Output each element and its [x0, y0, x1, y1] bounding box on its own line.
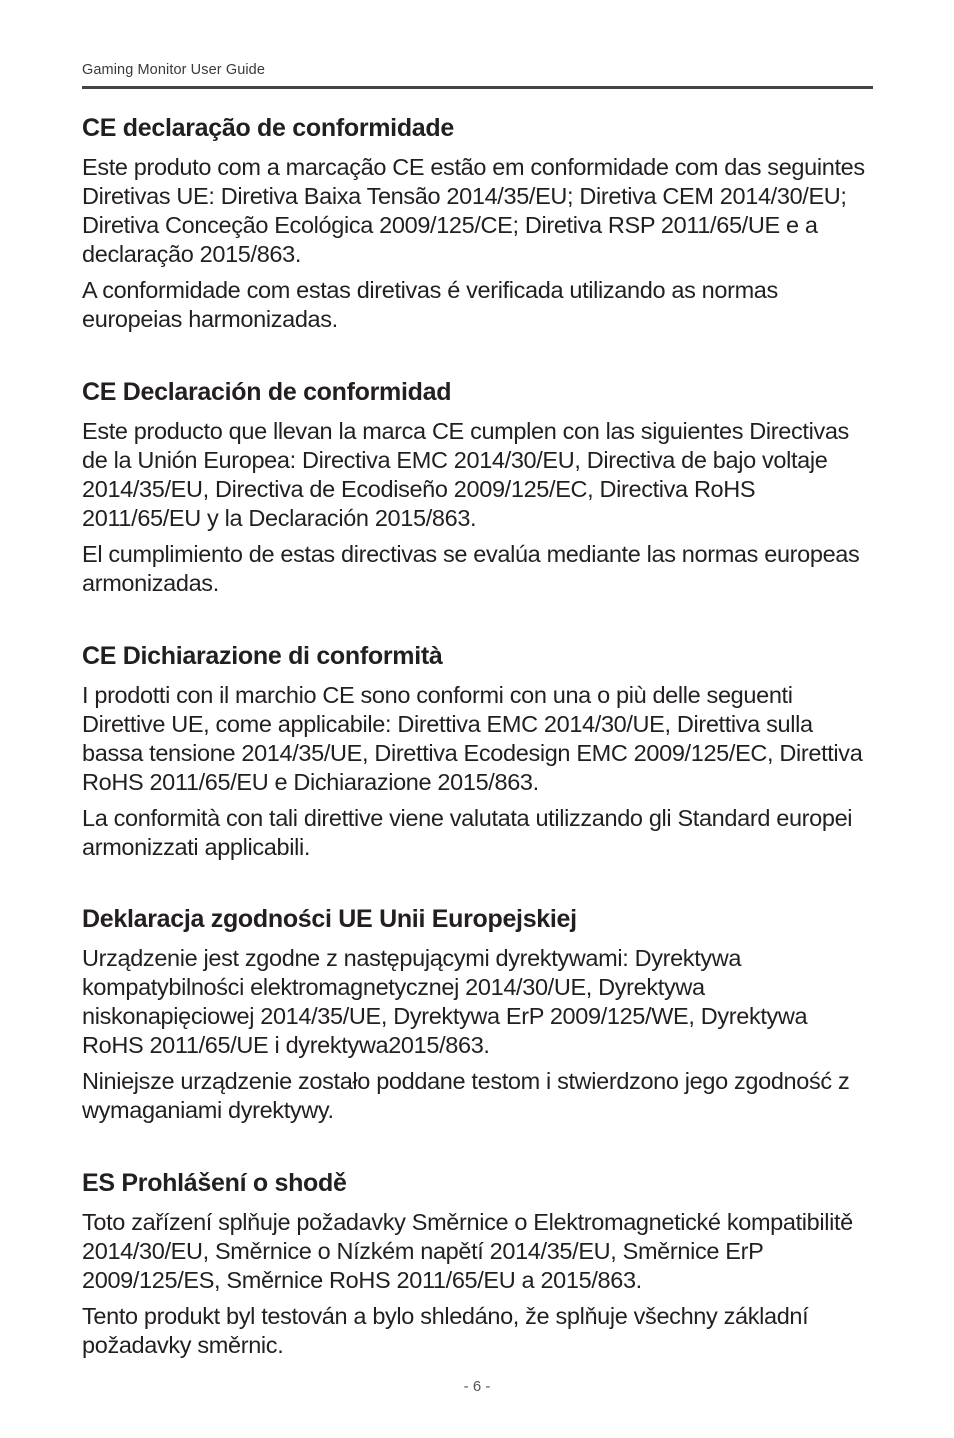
section-es-declaration-cs	[82, 1168, 874, 1360]
section-paragraph: Este produto com a marcação CE estão em conformidade com das seguintes Diretivas UE: Diretiva Baixa Tensão 2014/35/EU; Diretiva CEM 2014/30/EU; Diretiva Conceção Ecológica 2009/125/CE; Diretiva RSP 2011/65/UE e a declaração 2015/863.	[82, 154, 865, 267]
section-paragraph: La conformità con tali direttive viene valutata utilizzando gli Standard europei armonizzati applicabili.	[82, 805, 853, 860]
section-ce-declaration-pt	[82, 113, 874, 334]
section-heading: CE Declaración de conformidad	[82, 378, 452, 406]
header-divider	[82, 86, 873, 89]
section-paragraph: A conformidade com estas diretivas é verificada utilizando as normas europeias harmonizadas.	[82, 277, 778, 332]
section-paragraph: Niniejsze urządzenie zostało poddane testom i stwierdzono jego zgodność z wymaganiami dyrektywy.	[82, 1068, 850, 1123]
section-paragraph: El cumplimiento de estas directivas se evalúa mediante las normas europeas armonizadas.	[82, 541, 860, 596]
running-header: Gaming Monitor User Guide	[82, 62, 266, 78]
section-ue-declaration-pl	[82, 904, 874, 1125]
section-heading: CE declaração de conformidade	[82, 114, 454, 142]
section-heading: CE Dichiarazione di conformità	[82, 642, 443, 670]
section-paragraph: I prodotti con il marchio CE sono conformi con una o più delle seguenti Direttive UE, come applicabile: Direttiva EMC 2014/30/UE, Direttiva sulla bassa tensione 2014/35/UE, Direttiva Ecodesign EMC 2009/125/EC, Direttiva RoHS 2011/65/EU e Dichiarazione 2015/863.	[82, 682, 863, 795]
section-paragraph: Urządzenie jest zgodne z następującymi dyrektywami: Dyrektywa kompatybilności elektromagnetycznej 2014/30/UE, Dyrektywa niskonapięciowej 2014/35/UE, Dyrektywa ErP 2009/125/WE, Dyrektywa RoHS 2011/65/UE i dyrektywa2015/863.	[82, 945, 808, 1058]
section-heading: Deklaracja zgodności UE Unii Europejskiej	[82, 905, 577, 933]
section-ce-declaration-it	[82, 641, 874, 862]
section-paragraph: Toto zařízení splňuje požadavky Směrnice o Elektromagnetické kompatibilitě 2014/30/EU, Směrnice o Nízkém napětí 2014/35/EU, Směrnice ErP 2009/125/ES, Směrnice RoHS 2011/65/EU a 2015/863.	[82, 1209, 853, 1293]
section-ce-declaration-es	[82, 377, 874, 598]
section-heading: ES Prohlášení o shodě	[82, 1169, 347, 1197]
page-number: - 6 -	[463, 1378, 491, 1395]
section-paragraph: Tento produkt byl testován a bylo shledáno, že splňuje všechny základní požadavky směrnic.	[82, 1303, 809, 1358]
section-paragraph: Este producto que llevan la marca CE cumplen con las siguientes Directivas de la Unión Europea: Directiva EMC 2014/30/EU, Directiva de bajo voltaje 2014/35/EU, Directiva de Ecodiseño 2009/125/EC, Directiva RoHS 2011/65/EU y la Declaración 2015/863.	[82, 418, 849, 531]
